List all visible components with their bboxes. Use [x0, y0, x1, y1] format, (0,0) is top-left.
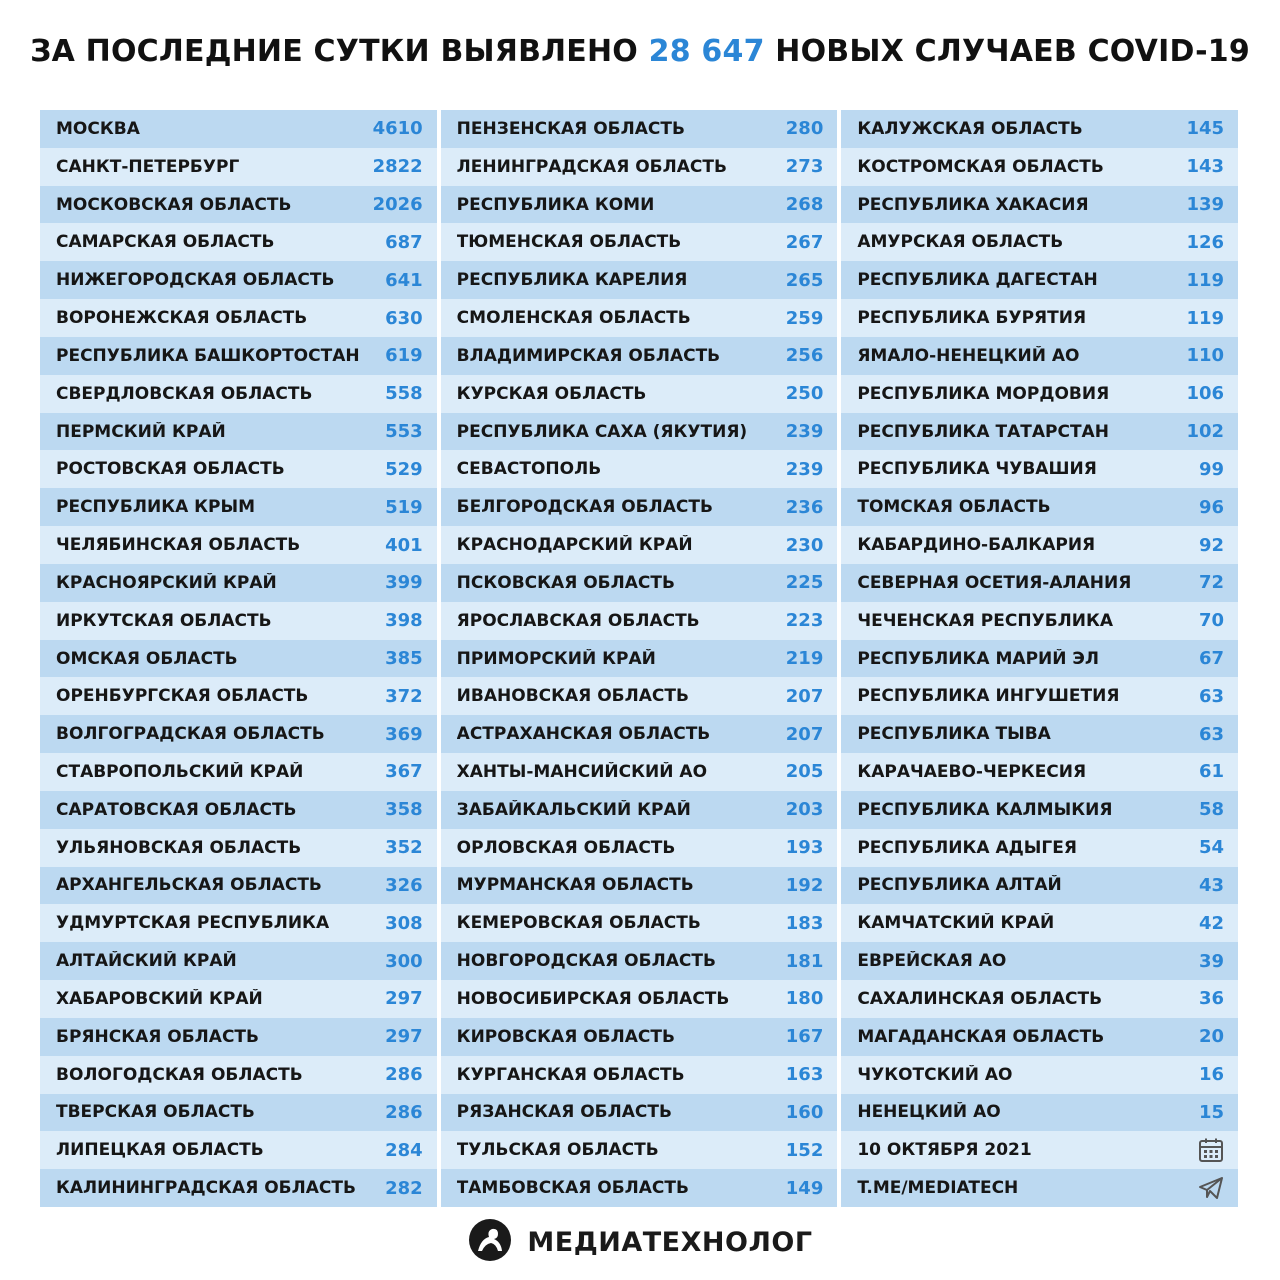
- case-count: 297: [385, 988, 423, 1010]
- case-count: 401: [385, 534, 423, 556]
- table-row: [441, 1094, 838, 1132]
- case-count: 297: [385, 1026, 423, 1048]
- table-row: [841, 791, 1238, 829]
- table-row: [441, 942, 838, 980]
- region-name: РЕСПУБЛИКА ТЫВА: [857, 724, 1051, 745]
- case-count: 239: [785, 421, 824, 443]
- table-row: [841, 413, 1238, 451]
- region-name: МАГАДАНСКАЯ ОБЛАСТЬ: [857, 1026, 1105, 1047]
- region-name: МОСКВА: [56, 118, 140, 139]
- case-count: 43: [1198, 874, 1225, 896]
- table-row: [841, 867, 1238, 905]
- headline-after: НОВЫХ СЛУЧАЕВ COVID-19: [764, 34, 1250, 69]
- table-row: [40, 1169, 437, 1207]
- region-name: САХАЛИНСКАЯ ОБЛАСТЬ: [857, 988, 1103, 1009]
- region-name: РЕСПУБЛИКА МОРДОВИЯ: [857, 383, 1110, 404]
- table-row: [441, 791, 838, 829]
- table-row: [441, 829, 838, 867]
- region-name: ИВАНОВСКАЯ ОБЛАСТЬ: [456, 686, 689, 707]
- case-count: 219: [785, 648, 824, 669]
- table-row: [841, 110, 1238, 148]
- region-name: АРХАНГЕЛЬСКАЯ ОБЛАСТЬ: [56, 875, 322, 896]
- case-count: 619: [385, 345, 423, 367]
- table-row: [441, 148, 838, 186]
- table-row: [40, 829, 437, 867]
- region-name: ЛЕНИНГРАДСКАЯ ОБЛАСТЬ: [456, 156, 727, 177]
- region-name: НЕНЕЦКИЙ АО: [857, 1102, 1001, 1123]
- calendar-icon: [1198, 1137, 1224, 1163]
- table-row: [441, 1018, 838, 1056]
- table-row: [441, 186, 838, 224]
- date-row: [841, 1131, 1238, 1169]
- case-count: 236: [785, 496, 824, 518]
- table-row: [441, 564, 838, 602]
- table-row: [40, 1131, 437, 1169]
- table-row: [841, 677, 1238, 715]
- table-row: [40, 299, 437, 337]
- region-name: АЛТАЙСКИЙ КРАЙ: [56, 951, 237, 972]
- table-row: [441, 904, 838, 942]
- table-row: [441, 677, 838, 715]
- case-count: 239: [785, 458, 824, 480]
- case-count: 259: [785, 307, 824, 329]
- case-count: 61: [1198, 761, 1225, 783]
- region-name: БЕЛГОРОДСКАЯ ОБЛАСТЬ: [456, 497, 713, 518]
- case-count: 282: [385, 1177, 423, 1199]
- table-column-2: [441, 110, 838, 1208]
- region-name: РЕСПУБЛИКА КАРЕЛИЯ: [456, 270, 688, 291]
- region-name: МОСКОВСКАЯ ОБЛАСТЬ: [56, 194, 292, 215]
- case-count: 106: [1186, 383, 1225, 405]
- region-name: ОРЛОВСКАЯ ОБЛАСТЬ: [456, 837, 676, 858]
- table-row: [40, 413, 437, 451]
- table-row: [841, 1094, 1238, 1132]
- region-name: ТАМБОВСКАЯ ОБЛАСТЬ: [456, 1178, 689, 1199]
- region-name: КРАСНОДАРСКИЙ КРАЙ: [456, 535, 693, 556]
- date-text: 10 ОКТЯБРЯ 2021: [857, 1140, 1032, 1161]
- case-count: 203: [785, 799, 824, 821]
- table-row: [841, 829, 1238, 867]
- table-row: [40, 677, 437, 715]
- region-name: САРАТОВСКАЯ ОБЛАСТЬ: [56, 799, 297, 820]
- cases-table: [40, 110, 1238, 1208]
- table-row: [841, 375, 1238, 413]
- case-count: 102: [1186, 421, 1225, 443]
- case-count: 207: [785, 685, 824, 707]
- region-name: ЧЕЛЯБИНСКАЯ ОБЛАСТЬ: [56, 535, 301, 556]
- case-count: 63: [1198, 723, 1225, 745]
- case-count: 372: [385, 685, 423, 707]
- region-name: ХАБАРОВСКИЙ КРАЙ: [56, 988, 263, 1009]
- case-count: 192: [785, 874, 824, 896]
- case-count: 58: [1198, 799, 1225, 821]
- table-row: [40, 715, 437, 753]
- case-count: 99: [1198, 458, 1225, 480]
- case-count: 70: [1198, 610, 1225, 632]
- region-name: РЯЗАНСКАЯ ОБЛАСТЬ: [456, 1102, 672, 1123]
- region-name: ХАНТЫ-МАНСИЙСКИЙ АО: [456, 761, 708, 782]
- table-row: [40, 904, 437, 942]
- case-count: 92: [1198, 534, 1225, 556]
- region-name: РЕСПУБЛИКА САХА (ЯКУТИЯ): [456, 421, 748, 442]
- region-name: НИЖЕГОРОДСКАЯ ОБЛАСТЬ: [56, 270, 335, 291]
- table-row: [441, 337, 838, 375]
- case-count: 256: [785, 345, 824, 367]
- case-count: 369: [385, 723, 423, 745]
- table-row: [841, 942, 1238, 980]
- region-name: УДМУРТСКАЯ РЕСПУБЛИКА: [56, 913, 330, 934]
- table-row: [841, 148, 1238, 186]
- case-count: 207: [785, 723, 824, 745]
- table-row: [441, 753, 838, 791]
- region-name: КАРАЧАЕВО-ЧЕРКЕСИЯ: [857, 761, 1087, 782]
- case-count: 152: [785, 1139, 824, 1161]
- table-row: [40, 110, 437, 148]
- region-name: КАЛУЖСКАЯ ОБЛАСТЬ: [857, 118, 1083, 139]
- region-name: ЧЕЧЕНСКАЯ РЕСПУБЛИКА: [857, 610, 1114, 631]
- case-count: 250: [785, 383, 824, 405]
- table-row: [441, 1056, 838, 1094]
- region-name: РОСТОВСКАЯ ОБЛАСТЬ: [56, 459, 285, 480]
- table-row: [841, 450, 1238, 488]
- table-row: [40, 942, 437, 980]
- region-name: КРАСНОЯРСКИЙ КРАЙ: [56, 572, 277, 593]
- case-count: 163: [785, 1064, 824, 1086]
- case-count: 286: [385, 1064, 423, 1086]
- table-row: [441, 375, 838, 413]
- table-row: [40, 186, 437, 224]
- table-row: [841, 186, 1238, 224]
- table-row: [841, 488, 1238, 526]
- table-row: [841, 980, 1238, 1018]
- headline: [0, 34, 1280, 69]
- case-count: 15: [1198, 1101, 1225, 1123]
- region-name: ВОЛГОГРАДСКАЯ ОБЛАСТЬ: [56, 724, 325, 745]
- region-name: КОСТРОМСКАЯ ОБЛАСТЬ: [857, 156, 1104, 177]
- case-count: 558: [385, 383, 423, 405]
- table-column-3: [841, 110, 1238, 1208]
- headline-number: 28 647: [648, 34, 765, 69]
- case-count: 126: [1186, 231, 1225, 253]
- table-row: [40, 791, 437, 829]
- region-name: ИРКУТСКАЯ ОБЛАСТЬ: [56, 610, 272, 631]
- case-count: 160: [785, 1101, 824, 1123]
- region-name: САНКТ-ПЕТЕРБУРГ: [56, 156, 240, 177]
- case-count: 230: [785, 534, 824, 556]
- case-count: 119: [1186, 269, 1225, 291]
- region-name: СТАВРОПОЛЬСКИЙ КРАЙ: [56, 761, 304, 782]
- case-count: 183: [785, 912, 824, 934]
- table-row: [841, 715, 1238, 753]
- region-name: РЕСПУБЛИКА КОМИ: [456, 194, 655, 215]
- table-row: [40, 753, 437, 791]
- region-name: ПРИМОРСКИЙ КРАЙ: [456, 648, 656, 669]
- region-name: РЕСПУБЛИКА КАЛМЫКИЯ: [857, 799, 1113, 820]
- table-row: [441, 526, 838, 564]
- region-name: РЕСПУБЛИКА ТАТАРСТАН: [857, 421, 1109, 442]
- case-count: 145: [1186, 118, 1225, 140]
- region-name: НОВГОРОДСКАЯ ОБЛАСТЬ: [456, 951, 716, 972]
- table-row: [841, 223, 1238, 261]
- case-count: 398: [385, 610, 423, 632]
- table-row: [841, 526, 1238, 564]
- case-count: 139: [1186, 194, 1225, 216]
- table-row: [441, 602, 838, 640]
- case-count: 267: [785, 231, 824, 253]
- region-name: РЕСПУБЛИКА БУРЯТИЯ: [857, 308, 1087, 329]
- case-count: 119: [1186, 307, 1225, 329]
- case-count: 63: [1198, 685, 1225, 707]
- region-name: СЕВАСТОПОЛЬ: [456, 459, 602, 480]
- region-name: РЕСПУБЛИКА ХАКАСИЯ: [857, 194, 1089, 215]
- case-count: 193: [785, 837, 824, 859]
- region-name: ТУЛЬСКАЯ ОБЛАСТЬ: [456, 1140, 659, 1161]
- table-row: [841, 640, 1238, 678]
- case-count: 284: [385, 1139, 423, 1161]
- region-name: АСТРАХАНСКАЯ ОБЛАСТЬ: [456, 724, 711, 745]
- region-name: РЕСПУБЛИКА БАШКОРТОСТАН: [56, 345, 360, 366]
- region-name: КУРГАНСКАЯ ОБЛАСТЬ: [456, 1064, 685, 1085]
- table-row: [841, 261, 1238, 299]
- case-count: 2026: [372, 194, 423, 216]
- telegram-icon: [1198, 1175, 1224, 1201]
- region-name: КАМЧАТСКИЙ КРАЙ: [857, 913, 1055, 934]
- region-name: ТВЕРСКАЯ ОБЛАСТЬ: [56, 1102, 255, 1123]
- table-row: [40, 564, 437, 602]
- region-name: РЕСПУБЛИКА ДАГЕСТАН: [857, 270, 1098, 291]
- table-row: [40, 375, 437, 413]
- table-row: [40, 337, 437, 375]
- table-row: [441, 450, 838, 488]
- table-row: [441, 1169, 838, 1207]
- table-row: [441, 980, 838, 1018]
- region-name: ЯМАЛО-НЕНЕЦКИЙ АО: [857, 345, 1080, 366]
- footer: [0, 1216, 1280, 1268]
- case-count: 352: [385, 837, 423, 859]
- case-count: 641: [385, 269, 423, 291]
- case-count: 36: [1198, 988, 1225, 1010]
- table-row: [40, 1094, 437, 1132]
- table-row: [841, 564, 1238, 602]
- region-name: ЕВРЕЙСКАЯ АО: [857, 951, 1007, 972]
- table-row: [40, 980, 437, 1018]
- region-name: УЛЬЯНОВСКАЯ ОБЛАСТЬ: [56, 837, 302, 858]
- case-count: 326: [385, 874, 423, 896]
- table-row: [40, 148, 437, 186]
- region-name: ТЮМЕНСКАЯ ОБЛАСТЬ: [456, 232, 682, 253]
- case-count: 54: [1198, 837, 1225, 859]
- table-row: [441, 488, 838, 526]
- case-count: 2822: [372, 156, 423, 178]
- table-row: [841, 904, 1238, 942]
- case-count: 529: [385, 458, 423, 480]
- table-column-1: [40, 110, 437, 1208]
- table-row: [40, 1018, 437, 1056]
- table-row: [40, 640, 437, 678]
- region-name: ПСКОВСКАЯ ОБЛАСТЬ: [456, 572, 675, 593]
- table-row: [40, 450, 437, 488]
- case-count: 167: [785, 1026, 824, 1048]
- table-row: [441, 261, 838, 299]
- case-count: 149: [785, 1177, 824, 1199]
- case-count: 96: [1198, 496, 1225, 518]
- region-name: ПЕРМСКИЙ КРАЙ: [56, 421, 226, 442]
- region-name: ВОЛОГОДСКАЯ ОБЛАСТЬ: [56, 1064, 303, 1085]
- region-name: ТОМСКАЯ ОБЛАСТЬ: [857, 497, 1051, 518]
- case-count: 519: [385, 496, 423, 518]
- link-row[interactable]: [841, 1169, 1238, 1207]
- case-count: 308: [385, 912, 423, 934]
- region-name: АМУРСКАЯ ОБЛАСТЬ: [857, 232, 1064, 253]
- case-count: 286: [385, 1101, 423, 1123]
- region-name: ЧУКОТСКИЙ АО: [857, 1064, 1013, 1085]
- region-name: КАЛИНИНГРАДСКАЯ ОБЛАСТЬ: [56, 1178, 356, 1199]
- case-count: 67: [1198, 648, 1225, 669]
- case-count: 273: [785, 156, 824, 178]
- case-count: 143: [1186, 156, 1225, 178]
- case-count: 385: [385, 648, 423, 669]
- region-name: ЗАБАЙКАЛЬСКИЙ КРАЙ: [456, 799, 691, 820]
- region-name: ОМСКАЯ ОБЛАСТЬ: [56, 648, 238, 669]
- region-name: ОРЕНБУРГСКАЯ ОБЛАСТЬ: [56, 686, 309, 707]
- region-name: РЕСПУБЛИКА ЧУВАШИЯ: [857, 459, 1097, 480]
- case-count: 16: [1198, 1064, 1225, 1086]
- table-row: [40, 867, 437, 905]
- case-count: 300: [385, 950, 423, 972]
- region-name: СВЕРДЛОВСКАЯ ОБЛАСТЬ: [56, 383, 313, 404]
- table-row: [841, 602, 1238, 640]
- case-count: 268: [785, 194, 824, 216]
- region-name: РЕСПУБЛИКА АДЫГЕЯ: [857, 837, 1077, 858]
- table-row: [441, 1131, 838, 1169]
- brand-name: МЕДИАТЕХНОЛОГ: [527, 1226, 813, 1258]
- table-row: [841, 299, 1238, 337]
- table-row: [841, 1056, 1238, 1094]
- region-name: КАБАРДИНО-БАЛКАРИЯ: [857, 535, 1096, 556]
- case-count: 225: [785, 572, 824, 594]
- region-name: СМОЛЕНСКАЯ ОБЛАСТЬ: [456, 308, 691, 329]
- region-name: КУРСКАЯ ОБЛАСТЬ: [456, 383, 647, 404]
- case-count: 180: [785, 988, 824, 1010]
- region-name: МУРМАНСКАЯ ОБЛАСТЬ: [456, 875, 694, 896]
- case-count: 280: [785, 118, 824, 140]
- telegram-link[interactable]: T.ME/MEDIATECH: [857, 1178, 1019, 1199]
- table-row: [441, 299, 838, 337]
- table-row: [841, 753, 1238, 791]
- case-count: 630: [385, 307, 423, 329]
- case-count: 553: [385, 421, 423, 443]
- table-row: [841, 1018, 1238, 1056]
- region-name: САМАРСКАЯ ОБЛАСТЬ: [56, 232, 275, 253]
- case-count: 181: [785, 950, 824, 972]
- region-name: НОВОСИБИРСКАЯ ОБЛАСТЬ: [456, 988, 730, 1009]
- table-row: [40, 261, 437, 299]
- table-row: [40, 488, 437, 526]
- region-name: ЯРОСЛАВСКАЯ ОБЛАСТЬ: [456, 610, 700, 631]
- region-name: СЕВЕРНАЯ ОСЕТИЯ-АЛАНИЯ: [857, 572, 1132, 593]
- region-name: РЕСПУБЛИКА АЛТАЙ: [857, 875, 1062, 896]
- table-row: [40, 602, 437, 640]
- table-row: [441, 867, 838, 905]
- case-count: 367: [385, 761, 423, 783]
- region-name: ПЕНЗЕНСКАЯ ОБЛАСТЬ: [456, 118, 685, 139]
- case-count: 110: [1186, 345, 1225, 367]
- region-name: КЕМЕРОВСКАЯ ОБЛАСТЬ: [456, 913, 701, 934]
- case-count: 399: [385, 572, 423, 594]
- case-count: 223: [785, 610, 824, 632]
- region-name: БРЯНСКАЯ ОБЛАСТЬ: [56, 1026, 259, 1047]
- headline-before: ЗА ПОСЛЕДНИЕ СУТКИ ВЫЯВЛЕНО: [30, 34, 649, 69]
- table-row: [841, 337, 1238, 375]
- region-name: ВОРОНЕЖСКАЯ ОБЛАСТЬ: [56, 308, 308, 329]
- case-count: 265: [785, 269, 824, 291]
- case-count: 687: [385, 231, 423, 253]
- region-name: ВЛАДИМИРСКАЯ ОБЛАСТЬ: [456, 345, 721, 366]
- table-row: [441, 715, 838, 753]
- case-count: 358: [385, 799, 423, 821]
- table-row: [40, 1056, 437, 1094]
- table-row: [441, 413, 838, 451]
- table-row: [40, 526, 437, 564]
- table-row: [441, 110, 838, 148]
- region-name: РЕСПУБЛИКА ИНГУШЕТИЯ: [857, 686, 1120, 707]
- table-row: [441, 640, 838, 678]
- case-count: 4610: [372, 118, 423, 140]
- region-name: РЕСПУБЛИКА КРЫМ: [56, 497, 256, 518]
- case-count: 20: [1198, 1026, 1225, 1048]
- case-count: 42: [1198, 912, 1225, 934]
- table-row: [441, 223, 838, 261]
- case-count: 39: [1198, 950, 1225, 972]
- region-name: ЛИПЕЦКАЯ ОБЛАСТЬ: [56, 1140, 264, 1161]
- mediatech-logo-icon: [467, 1217, 513, 1267]
- region-name: КИРОВСКАЯ ОБЛАСТЬ: [456, 1026, 675, 1047]
- case-count: 205: [785, 761, 824, 783]
- case-count: 72: [1198, 572, 1225, 594]
- region-name: РЕСПУБЛИКА МАРИЙ ЭЛ: [857, 648, 1100, 669]
- table-row: [40, 223, 437, 261]
